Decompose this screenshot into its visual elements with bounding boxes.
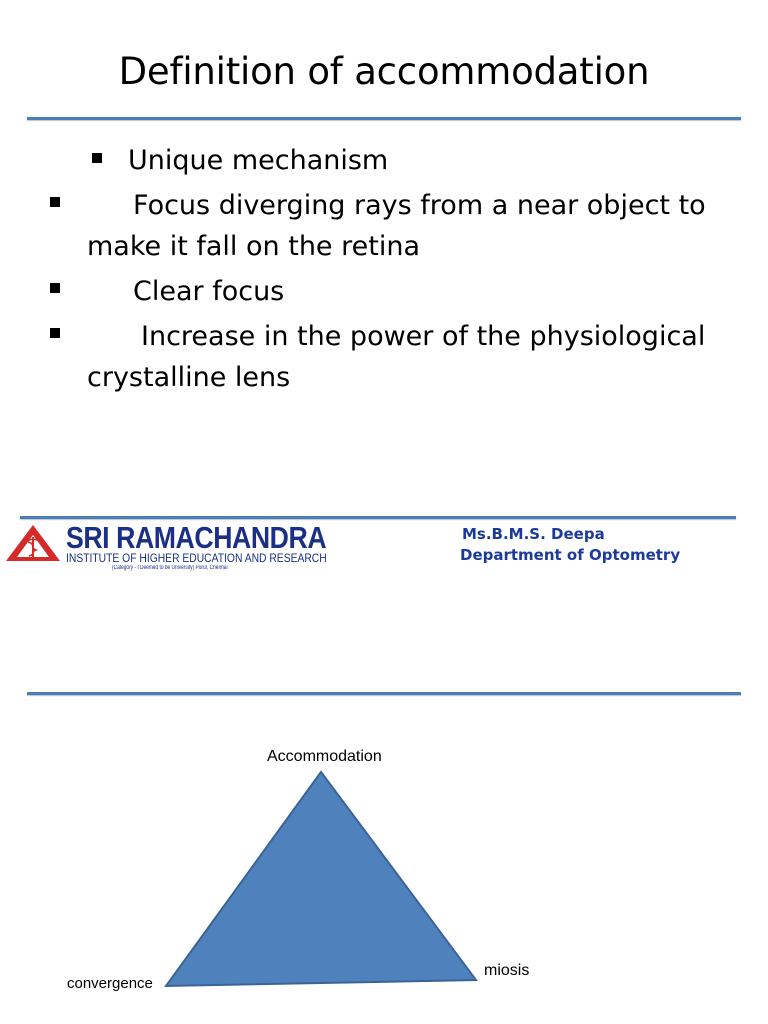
accommodation-triad-triangle	[160, 768, 482, 988]
bullet-text: Focus diverging rays from a near object to	[133, 190, 706, 221]
bullet-marker	[50, 328, 60, 338]
bullet-text-continuation: crystalline lens	[87, 362, 291, 393]
bullet-text-continuation: make it fall on the retina	[87, 231, 420, 262]
label-accommodation: Accommodation	[267, 748, 382, 765]
bullet-text: Clear focus	[133, 276, 285, 307]
title-divider	[27, 117, 741, 120]
logo-name: SRI RAMACHANDRA	[66, 520, 327, 555]
bullet-marker	[50, 283, 60, 293]
logo-subtitle: INSTITUTE OF HIGHER EDUCATION AND RESEARCH	[66, 551, 327, 565]
bullet-text: Unique mechanism	[128, 145, 389, 176]
label-miosis: miosis	[484, 962, 530, 979]
logo-tagline: (Category - I Deemed to be University) Porur, Chennai	[112, 565, 228, 571]
bullet-marker	[92, 153, 102, 163]
bullet-marker	[50, 197, 60, 207]
footer-divider	[20, 516, 736, 519]
slide-title: Definition of accommodation	[118, 50, 650, 93]
bullet-text: Increase in the power of the physiological	[141, 321, 706, 352]
logo-emblem-icon	[5, 524, 61, 562]
label-convergence: convergence	[67, 975, 153, 992]
department-name: Department of Optometry	[460, 546, 681, 564]
slide2-divider	[27, 692, 741, 695]
presenter-name: Ms.B.M.S. Deepa	[462, 525, 605, 543]
